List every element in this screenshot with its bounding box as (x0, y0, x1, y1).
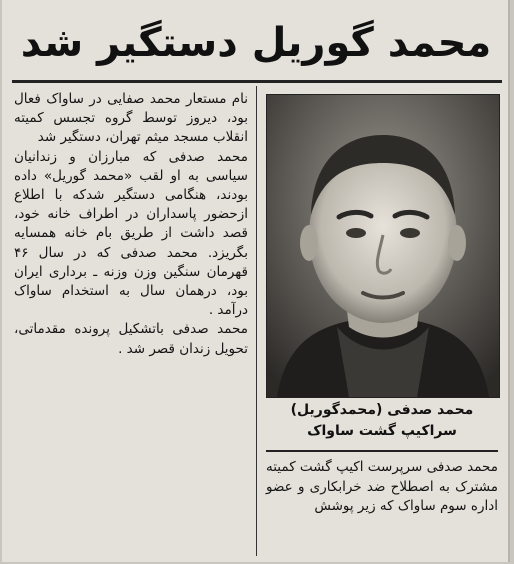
article-paragraph-3: محمد صدفی باتشکیل پرونده مقدماتی، تحویل زندان قصر شد . (14, 321, 248, 357)
headline-rule (12, 80, 502, 83)
photo-caption (266, 400, 498, 442)
headline: محمد گوریل دستگیر شد (20, 20, 492, 66)
portrait-photo-icon (267, 95, 499, 397)
photo-caption-line1: محمد صدفی (محمدگوریل) (290, 402, 474, 418)
article-paragraph-2: محمد صدفی که مبارزان و زندانیان سیاسی به او لقب «محمد گوریل» داده بودند، هنگامی دستگیر شدکه با اطلاع ازحضور پاسداران در اطراف خانه خود، قصد داشت از طریق بام خانه همسایه بگریزد. محمد صدفی که در سال ۴۶ قهرمان سنگین وزن وزنه ـ برداری ایران بود، درهمان سال به استخدام ساواک درآمد . (14, 148, 248, 319)
side-text: محمد صدفی سرپرست اکیپ گشت کمیته مشترک به اصطلاح ضد خرابکاری و عضو اداره سوم ساواک که زیر پوشش (266, 459, 498, 515)
column-divider (256, 86, 257, 556)
newspaper-clipping (2, 0, 510, 562)
article-paragraph-1: نام مستعار محمد صفایی در ساواک فعال بود، دیروز توسط گروه تجسس کمیته انقلاب مسجد میثم تهران، دستگیر شد (14, 91, 248, 146)
portrait-photo (266, 94, 500, 398)
caption-rule (266, 450, 498, 452)
photo-caption-line2: سراکیپ گشت ساواک (307, 423, 457, 439)
article-body (14, 90, 248, 359)
